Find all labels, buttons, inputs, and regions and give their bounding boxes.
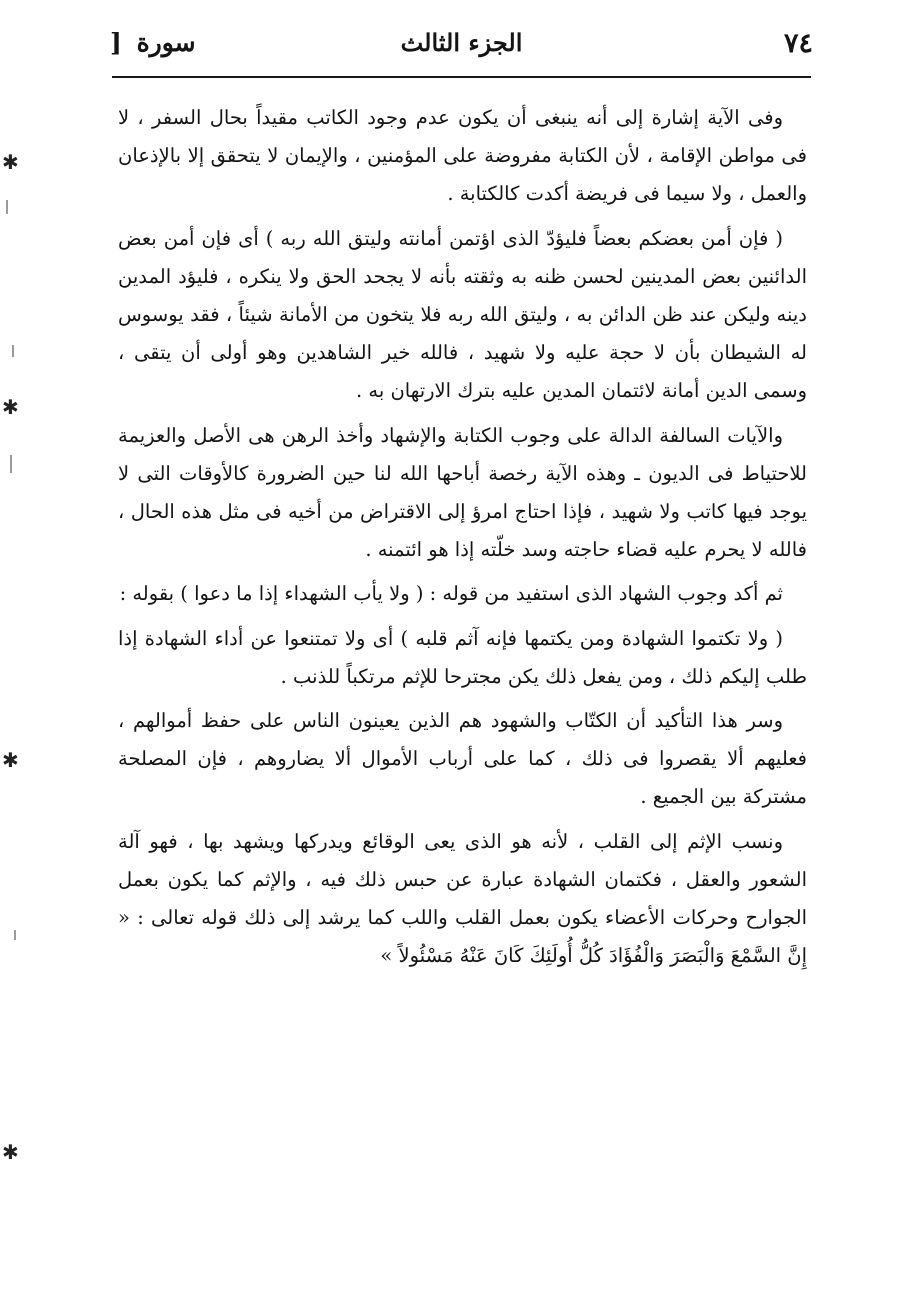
- margin-tick: [14, 930, 16, 940]
- margin-star-icon: ✱: [2, 748, 19, 772]
- paragraph-3: والآيات السالفة الدالة على وجوب الكتابة والإشهاد وأخذ الرهن هى الأصل والعزيمة للاحتياط فى الديون ـ وهذه الآية رخصة أباحها الله لنا حين الضرورة كالأوقات التى لا يوجد فيها كاتب ولا شهيد ، فإذا احتاج امرؤ إلى الاقتراض من أخيه فى مثل هذه الحال ، فالله لا يحرم عليه قضاء حاجته وسد خلّته إذا هو ائتمنه .: [118, 423, 807, 562]
- page-header: [110, 22, 813, 72]
- margin-star-icon: ✱: [2, 1140, 19, 1164]
- paragraph-7: ونسب الإثم إلى القلب ، لأنه هو الذى يعى الوقائع ويدركها ويشهد بها ، فهو آلة الشعور والعقل ، فكتمان الشهادة عبارة عن حبس ذلك فيه ، والإثم كما يكون بعمل الجوارح وحركات الأعضاء يكون بعمل القلب واللب كما يرشد إلى ذلك قوله تعالى : « إِنَّ السَّمْعَ وَالْبَصَرَ وَالْفُؤَادَ كُلُّ أُولَئِكَ كَانَ عَنْهُ مَسْئُولاً »: [118, 829, 807, 968]
- surah-bracket: [: [110, 28, 122, 57]
- page-number: ٧٤: [783, 28, 813, 59]
- margin-tick: [6, 200, 8, 214]
- main-text: [118, 99, 807, 981]
- paragraph-2: ( فإن أمن بعضكم بعضاً فليؤدّ الذى اؤتمن أمانته وليتق الله ربه ) أى فإن أمن بعض الدائنين بعض المدينين لحسن ظنه به وثقته بأنه لا يجحد الحق ولا ينكره ، فليؤد المدين دينه وليكن عند ظن الدائن به ، وليتق الله ربه فلا يتخون من الأمانة شيئاً ، فقد يوسوس له الشيطان بأن لا حجة عليه ولا شهيد ، فالله خير الشاهدين وهو أولى أن يتقى ، وسمى الدين أمانة لائتمان المدين عليه بترك الارتهان به .: [118, 226, 807, 403]
- paragraph-5: ( ولا تكتموا الشهادة ومن يكتمها فإنه آثم قلبه ) أى ولا تمتنعوا عن أداء الشهادة إذا طلب إليكم ذلك ، ومن يفعل ذلك يكن مجترحا للإثم مرتكباً للذنب .: [118, 626, 807, 688]
- paragraph-6: وسر هذا التأكيد أن الكتّاب والشهود هم الذين يعينون الناس على حفظ أموالهم ، فعليهم ألا يقصروا فى ذلك ، كما على أرباب الأموال ألا يضاروهم ، فإن المصلحة مشتركة بين الجميع .: [118, 709, 807, 809]
- margin-star-icon: ✱: [2, 395, 19, 419]
- margin-tick: [12, 345, 14, 357]
- margin-tick: [10, 455, 12, 473]
- part-title: الجزء الثالث: [400, 28, 523, 57]
- surah-label-group: [110, 28, 196, 57]
- paragraph-1: وفى الآية إشارة إلى أنه ينبغى أن يكون عدم وجود الكاتب مقيداً بحال السفر ، لا فى مواطن الإقامة ، لأن الكتابة مفروضة على المؤمنين ، والإيمان لا يتحقق إلا بالإذعان والعمل ، ولا سيما فى فريضة أكدت كالكتابة .: [118, 106, 807, 206]
- margin-star-icon: ✱: [2, 150, 19, 174]
- header-rule: [112, 76, 811, 78]
- paragraph-4: ثم أكد وجوب الشهاد الذى استفيد من قوله : ( ولا يأب الشهداء إذا ما دعوا ) بقوله :: [119, 582, 783, 606]
- surah-label: سورة: [136, 28, 196, 57]
